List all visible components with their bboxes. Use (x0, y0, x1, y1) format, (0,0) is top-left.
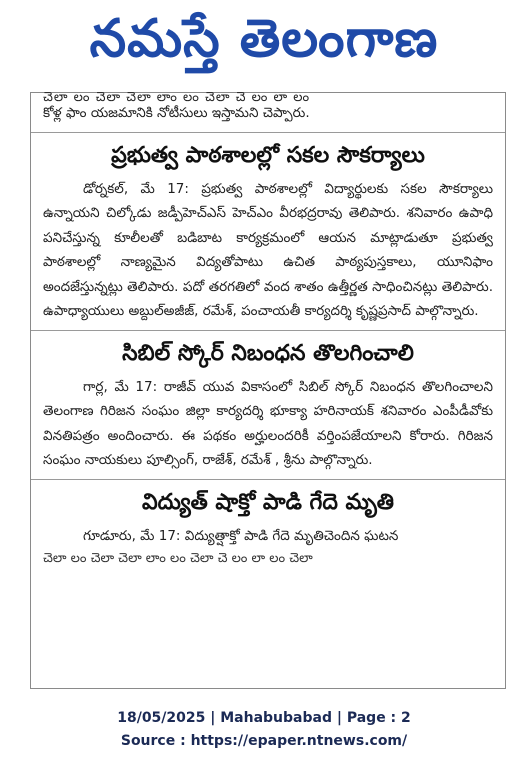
edition-info: 18/05/2025 | Mahabubabad | Page : 2 (117, 710, 411, 726)
article-body: గార్ల, మే 17: రాజీవ్ యువ వికాసంలో సిబిల్ స్కోర్ నిబంధన తొలగించాలని తెలంగాణ గిరిజన సంఘం జిల్లా కార్యదర్శి భూక్యా హరినాయక్ శనివారం ఎంపీడీవోకు వినతిపత్రం అందించారు. ఈ పథకం అర్హులందరికీ వర్తింపజేయాలని కోరారు. గిరిజన సంఘం నాయకులు పూల్సింగ్, రాజేశ్, రమేశ్ , శ్రీను పాల్గొన్నారు. (43, 378, 493, 468)
article-1 (31, 137, 505, 324)
divider (31, 132, 505, 133)
article-2 (31, 335, 505, 473)
divider (31, 479, 505, 480)
masthead (0, 0, 528, 82)
newspaper-logo: నమస్తే తెలంగాణ (89, 9, 439, 69)
article-headline: సిబిల్ స్కోర్ నిబంధన తొలగించాలి (122, 340, 414, 366)
article-headline: ప్రభుత్వ పాఠశాలల్లో సకల సౌకర్యాలు (111, 142, 425, 168)
news-clipping (30, 92, 506, 689)
article-body: గూడూరు, మే 17: విద్యుత్షాక్తో పాడి గేదె మృతిచెందిన ఘటన (83, 527, 399, 544)
clipped-bottom-line: చెలా లం చెలా చెలా లాం లం చెలా చె లం లా లం చెలా (43, 551, 313, 566)
article-headline: విద్యుత్ షాక్తో పాడి గేదె మృతి (142, 489, 394, 515)
continued-paragraph: కోళ్ల ఫాం యజమానికి నోటీసులు ఇస్తామని చెప్పారు. (43, 105, 310, 121)
clipped-top-line: చెలా లం చెలా చెలా లాం లం చెలా చె లం లా లం (43, 90, 311, 105)
source-link[interactable]: Source : https://epaper.ntnews.com/ (120, 733, 408, 749)
article-3 (31, 484, 505, 566)
divider (31, 330, 505, 331)
article-body: డోర్నకల్, మే 17: ప్రభుత్వ పాఠశాలల్లో విద్యార్థులకు సకల సౌకర్యాలు ఉన్నాయని చిల్కోడు జడ్పీహెచ్ఎస్ హెచ్ఎం వీరభద్రరావు తెలిపారు. శనివారం ఉపాధి పనిచేస్తున్న కూలీలతో బడిబాట కార్యక్రమంలో ఆయన మాట్లాడుతూ ప్రభుత్వ పాఠశాలల్లో నాణ్యమైన విద్యతోపాటు ఉచిత పాఠ్యపుస్తకాలు, యూనిఫాం అందజేస్తున్నట్లు తెలిపారు. పదో తరగతిలో వంద శాతం ఉత్తీర్ణత సాధించినట్లు తెలిపారు. ఉపాధ్యాయులు అబ్దుల్అజీజ్, రమేశ్, పంచాయతీ కార్యదర్శి కృష్ణప్రసాద్ పాల్గొన్నారు. (43, 180, 493, 319)
